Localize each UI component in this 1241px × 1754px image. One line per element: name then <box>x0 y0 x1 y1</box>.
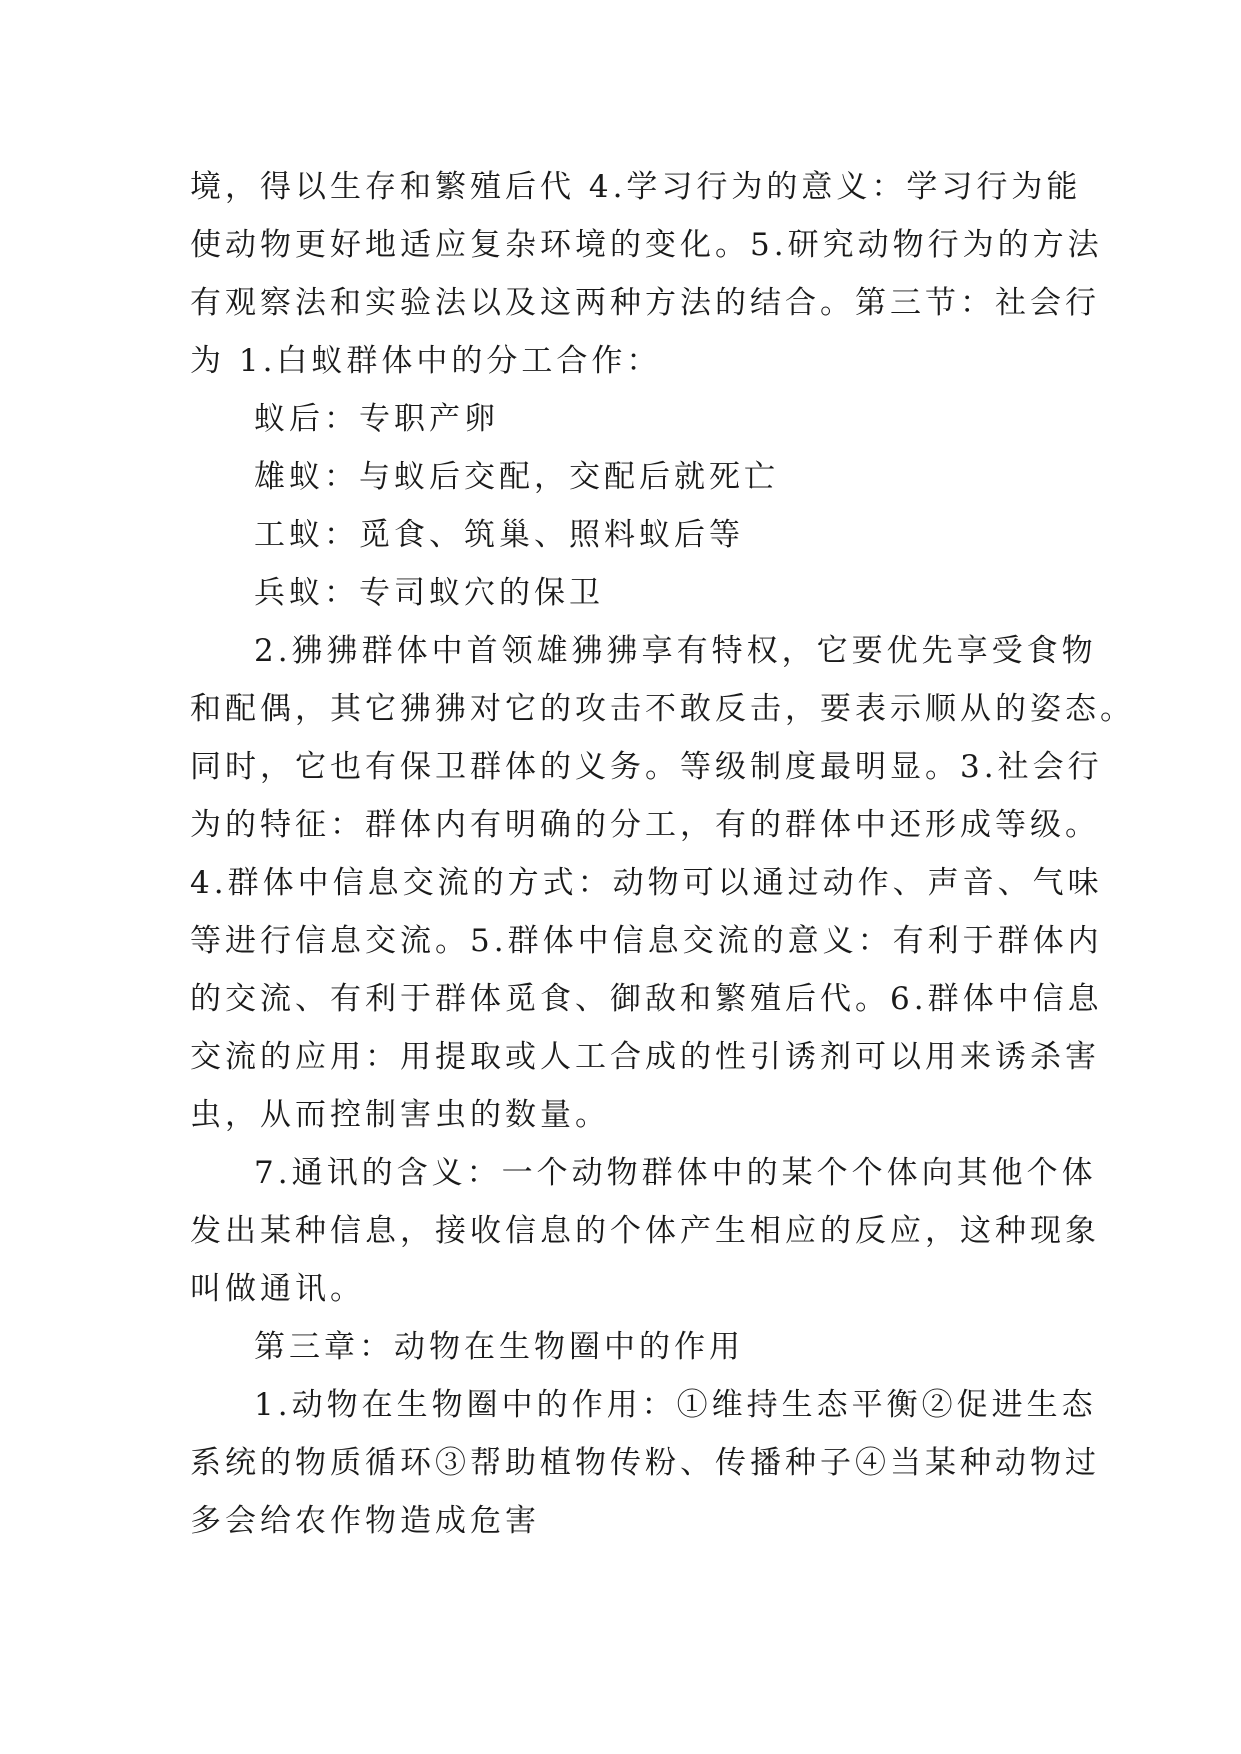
text-line: 2.狒狒群体中首领雄狒狒享有特权，它要优先享受食物 <box>254 633 1097 669</box>
text-line: 发出某种信息，接收信息的个体产生相应的反应，这种现象 <box>190 1213 1100 1249</box>
text-line: 虫，从而控制害虫的数量。 <box>190 1097 610 1133</box>
text-line: 境，得以生存和繁殖后代 4.学习行为的意义：学习行为能 <box>190 169 1082 205</box>
text-line: 工蚁：觅食、筑巢、照料蚁后等 <box>254 517 744 553</box>
text-line: 系统的物质循环③帮助植物传粉、传播种子④当某种动物过 <box>190 1445 1100 1481</box>
text-line: 多会给农作物造成危害 <box>190 1503 540 1539</box>
text-line: 1.动物在生物圈中的作用：①维持生态平衡②促进生态 <box>254 1387 1097 1423</box>
text-line: 7.通讯的含义：一个动物群体中的某个个体向其他个体 <box>254 1155 1097 1191</box>
document-body <box>190 158 1135 1550</box>
text-line: 雄蚁：与蚁后交配，交配后就死亡 <box>254 459 779 495</box>
text-line: 为 1.白蚁群体中的分工合作： <box>190 343 662 379</box>
text-line: 的交流、有利于群体觅食、御敌和繁殖后代。6.群体中信息 <box>190 981 1103 1017</box>
text-line: 为的特征：群体内有明确的分工，有的群体中还形成等级。 <box>190 807 1100 843</box>
text-line: 同时，它也有保卫群体的义务。等级制度最明显。3.社会行 <box>190 749 1103 785</box>
text-line: 兵蚁：专司蚁穴的保卫 <box>254 575 604 611</box>
text-line: 第三章：动物在生物圈中的作用 <box>254 1329 744 1365</box>
text-line: 蚁后：专职产卵 <box>254 401 499 437</box>
text-line: 使动物更好地适应复杂环境的变化。5.研究动物行为的方法 <box>190 227 1103 263</box>
text-line: 叫做通讯。 <box>190 1271 365 1307</box>
text-line: 4.群体中信息交流的方式：动物可以通过动作、声音、气味 <box>190 865 1103 901</box>
text-line: 和配偶，其它狒狒对它的攻击不敢反击，要表示顺从的姿态。 <box>190 691 1135 727</box>
text-line: 有观察法和实验法以及这两种方法的结合。第三节：社会行 <box>190 285 1100 321</box>
text-line: 等进行信息交流。5.群体中信息交流的意义：有利于群体内 <box>190 923 1103 959</box>
text-line: 交流的应用：用提取或人工合成的性引诱剂可以用来诱杀害 <box>190 1039 1100 1075</box>
